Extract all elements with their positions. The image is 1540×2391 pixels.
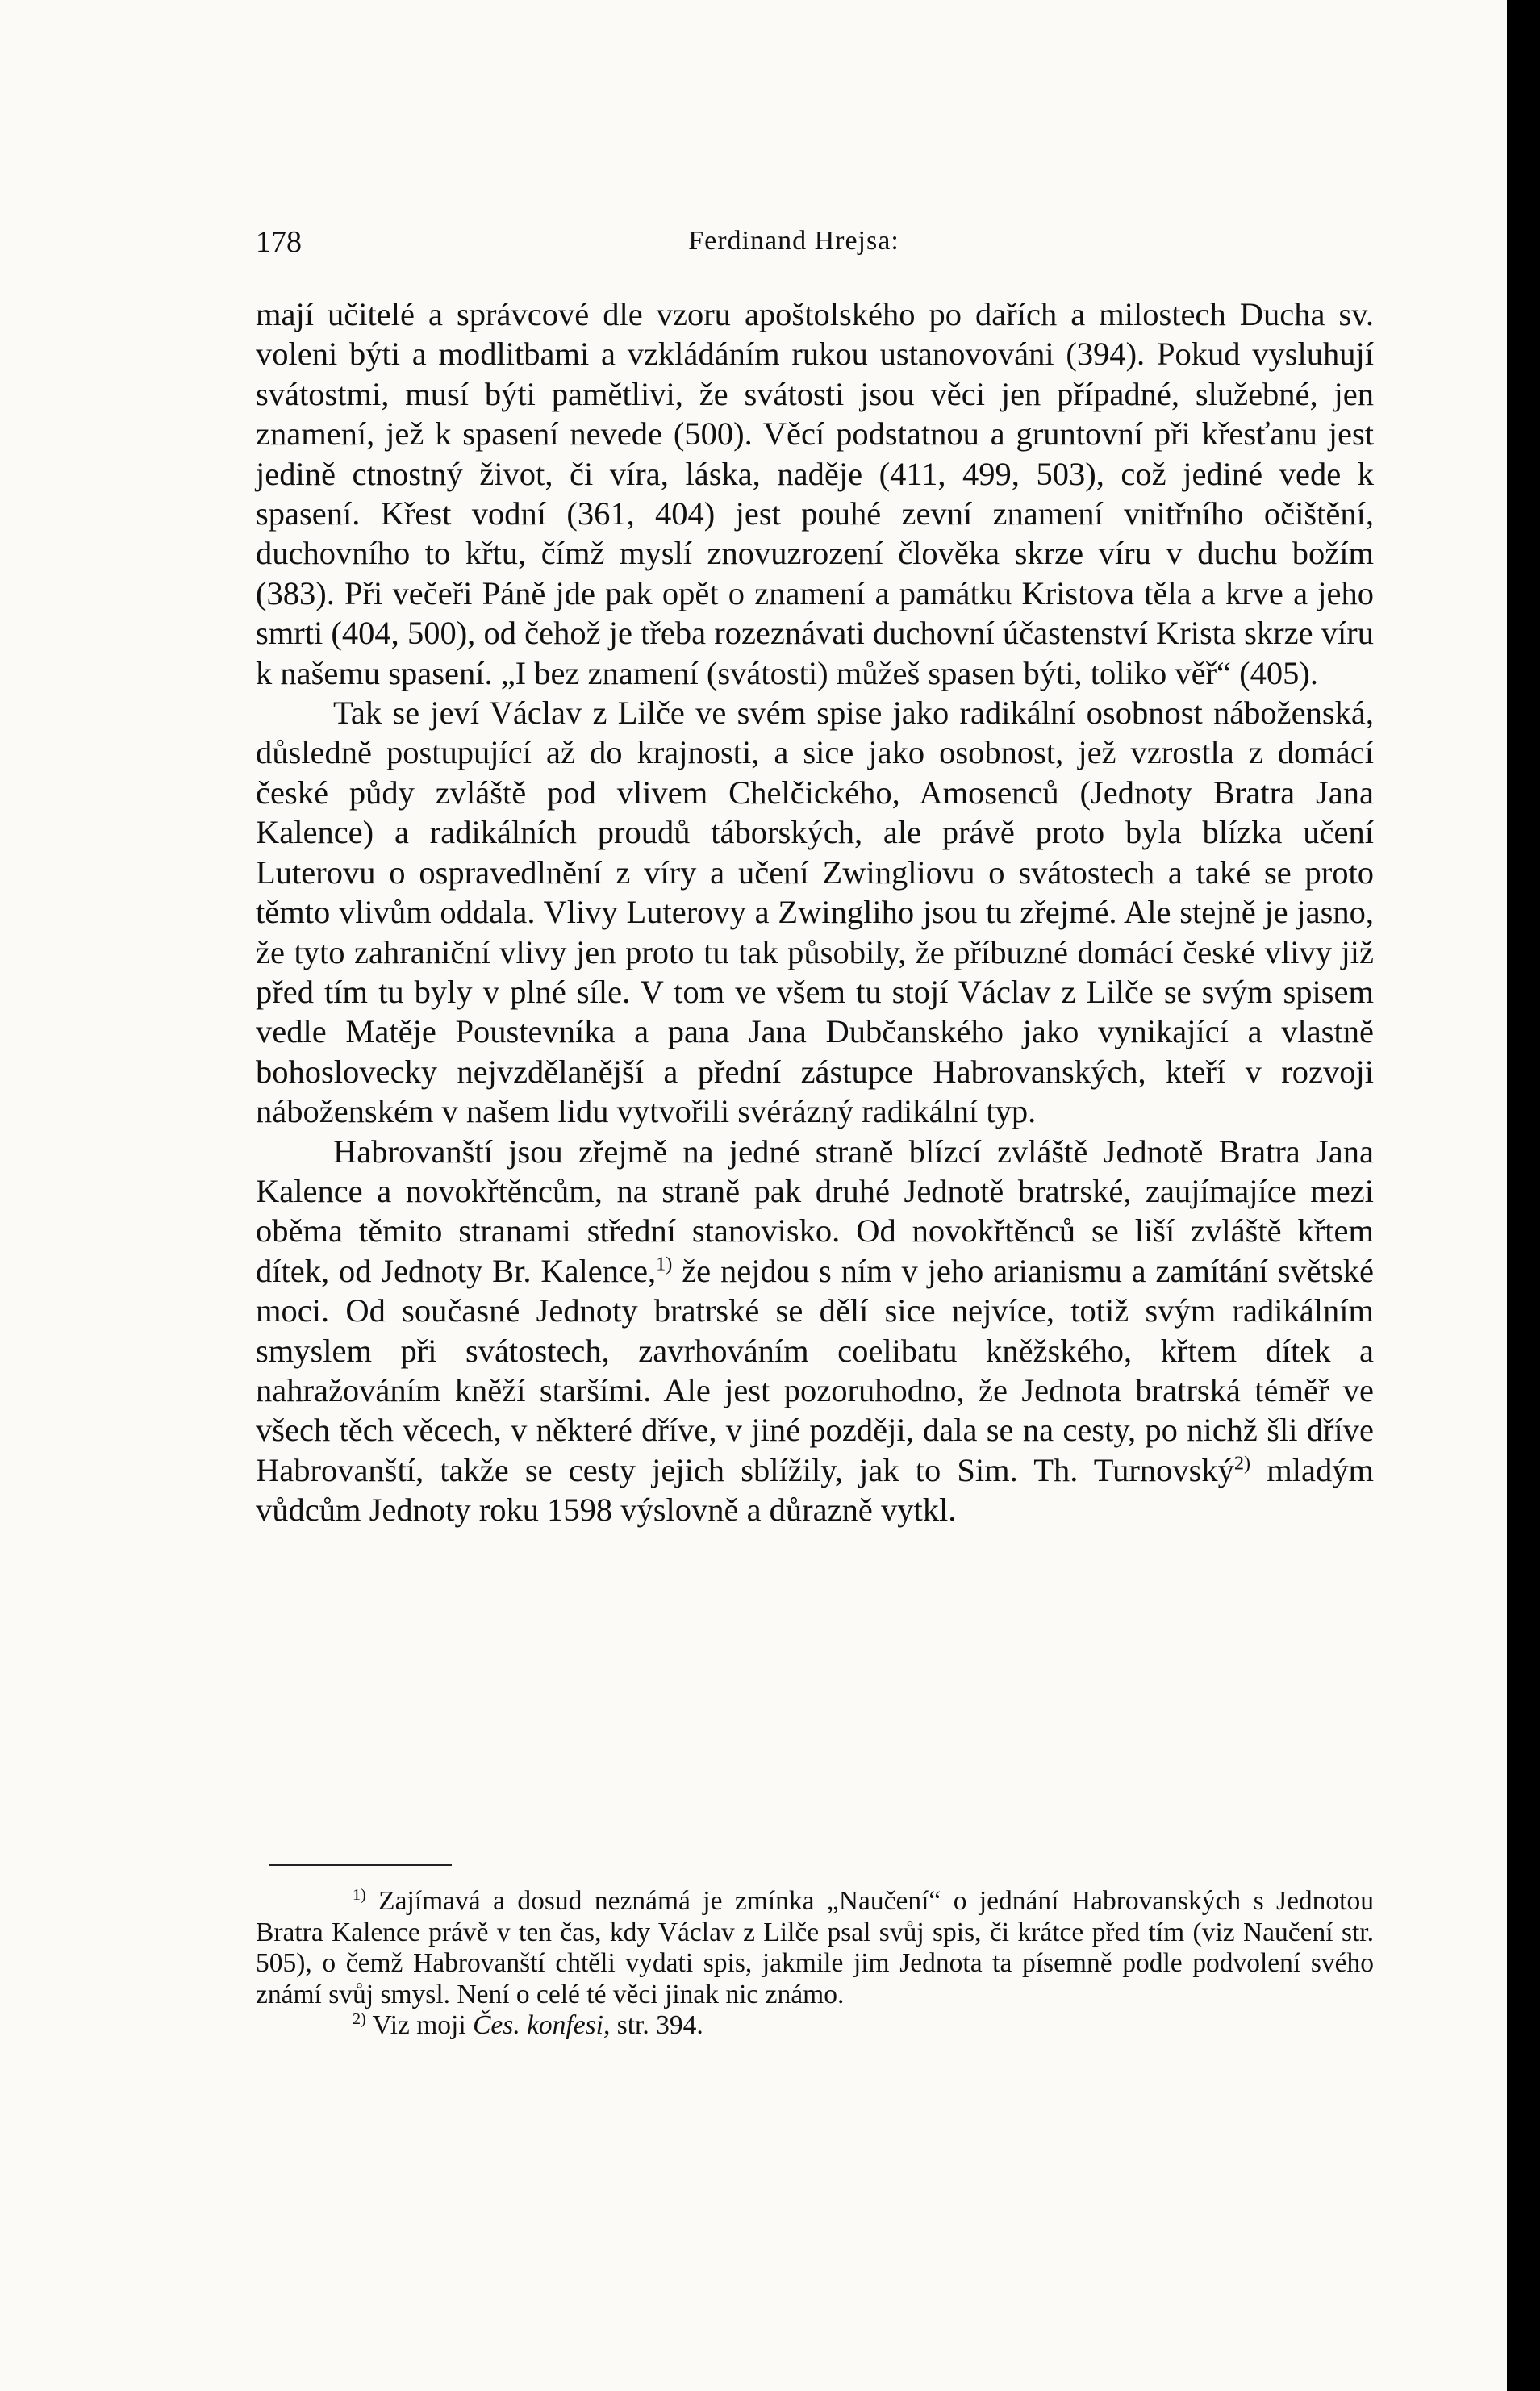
footnote-ref-2: 2): [1233, 1452, 1251, 1475]
footnote-ref-1: 1): [656, 1253, 673, 1275]
footnote-1: [256, 1886, 1374, 2010]
paragraph-3: [256, 1132, 1374, 1530]
paragraph-3-text-a: Habrovanští jsou zřejmě na jedné straně blízcí zvláště Jednotě Bratra Jana Kalence a novokřtěncům, na straně pak druhé Jednotě bratrské, zaujímajíce mezi oběma těmito stranami střední stanovisko. Od novokřtěnců se liší zvláště křtem dítek, od Jednoty Br. Kalence,: [256, 1133, 1374, 1289]
footnote-2-title: Čes. konfesi,: [473, 2010, 611, 2041]
body-text: [256, 294, 1374, 1530]
footnote-1-marker: 1): [353, 1885, 366, 1904]
paragraph-3-text-c: mladým vůdcům Jednoty roku 1598 výslovně a důrazně vytkl.: [256, 1451, 1375, 1529]
page-header: [256, 224, 1332, 265]
footnotes: [256, 1886, 1374, 2042]
page-number: 178: [256, 225, 302, 259]
paragraph-1: mají učitelé a správcové dle vzoru apoštolského po dařích a milostech Ducha sv. voleni býti a modlitbami a vzkládáním rukou ustanovováni (394). Pokud vysluhují svátostmi, musí býti pamětlivi, že svátosti jsou věci jen případné, služebné, jen znamení, jež k spasení nevede (500). Věcí podstatnou a gruntovní při křesťanu jest jedině ctnostný život, či víra, láska, naděje (411, 499, 503), což jediné vede k spasení. Křest vodní (361, 404) jest pouhé zevní znamení vnitřního očištění, duchovního to křtu, čímž myslí znovuzrození člověka skrze víru v duchu božím (383). Při večeři Páně jde pak opět o znamení a památku Kristova těla a krve a jeho smrti (404, 500), od čehož je třeba rozeznávati duchovní účastenství Krista skrze víru k našemu spasení. „I bez znamení (svátosti) můžeš spasen býti, toliko věř“ (405).: [256, 296, 1374, 691]
footnote-2-text-a: Viz moji: [365, 2010, 474, 2041]
paragraph-2: Tak se jeví Václav z Lilče ve svém spise jako radikální osobnost náboženská, důsledně postupující až do krajnosti, a sice jako osobnost, jež vzrostla z domácí české půdy zvláště pod vlivem Chelčického, Amosenců (Jednoty Bratra Jana Kalence) a radikálních proudů táborských, ale právě proto byla blízka učení Luterovu o ospravedlnění z víry a učení Zwingliovu o svátostech a také se proto těmto vlivům oddala. Vlivy Luterovy a Zwingliho jsou tu zřejmé. Ale stejně je jasno, že tyto zahraniční vlivy jen proto tu tak působily, že příbuzné domácí české vlivy již před tím tu byly v plné síle. V tom ve všem tu stojí Václav z Lilče se svým spisem vedle Matěje Poustevníka a pana Jana Dubčanského jako vynikající a vlastně bohoslovecky nejvzdělanější a přední zástupce Habrovanských, kteří v rozvoji náboženském v našem lidu vytvořili svérázný radikální typ.: [256, 695, 1374, 1130]
paragraph-3-text-b: že nejdou s ním v jeho arianismu a zamítání světské moci. Od současné Jednoty bratrské se dělí sice nejvíce, totiž svým radikálním smyslem při svátostech, zavrhováním coelibatu kněžského, křtem dítek a nahražováním kněží staršími. Ale jest pozoruhodno, že Jednota bratrská téměř ve všech těch věcech, v některé dříve, v jiné později, dala se na cesty, po nichž šli dříve Habrovanští, takže se cesty jejich sblížily, jak to Sim. Th. Turnovský: [256, 1252, 1374, 1488]
running-head: Ferdinand Hrejsa:: [688, 226, 899, 256]
footnote-separator: [269, 1864, 452, 1866]
footnote-2-text-b: str. 394.: [610, 2010, 703, 2041]
footnote-1-text: Zajímavá a dosud neznámá je zmínka „Naučení“ o jednání Habrovanských s Jednotou Bratra Kalence právě v ten čas, kdy Václav z Lilče psal svůj spis, či krátce před tím (viz Naučení str. 505), o čemž Habrovanští chtěli vydati spis, jakmile jim Jednota ta písemně podle podvolení svého známí svůj smysl. Není o celé té věci jinak nic známo.: [256, 1886, 1374, 2009]
footnote-2-marker: 2): [353, 2010, 366, 2029]
footnote-2: [256, 2010, 1374, 2042]
